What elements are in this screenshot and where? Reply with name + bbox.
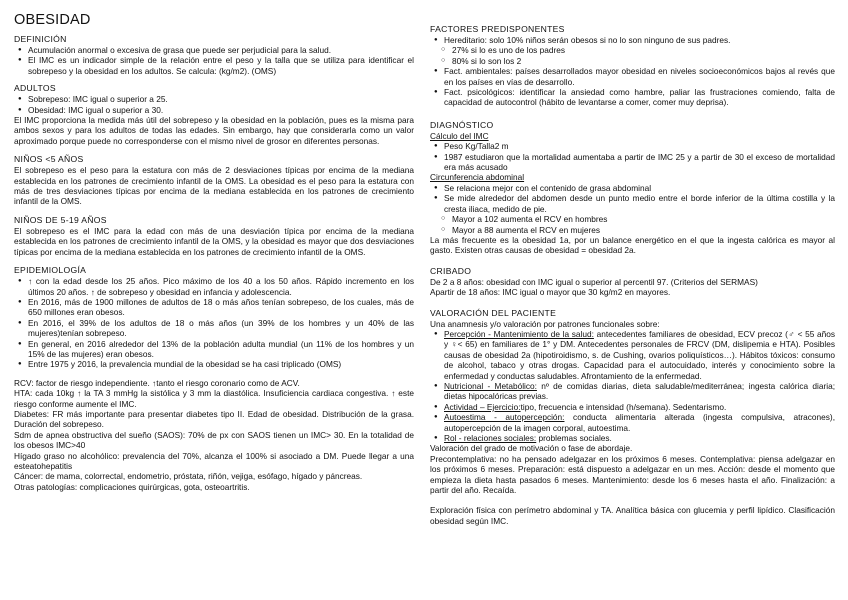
list-item: ○ Mayor a 102 aumenta el RCV en hombres: [452, 214, 835, 224]
epidemiologia-heading: EPIDEMIOLOGÍA: [14, 265, 87, 276]
list-item: ○ Mayor a 88 aumenta el RCV en mujeres: [452, 225, 835, 235]
left-column: [14, 0, 414, 492]
adultos-heading: ADULTOS: [14, 83, 56, 94]
list-item: [444, 433, 835, 443]
factores-list-2: [430, 66, 835, 108]
riesgo-higado: Hígado graso no alcohólico: prevalencia del 70%, alcanza el 100% si asociado a DM. Puede llegar a una esteatohepatitis: [14, 450, 414, 471]
list-item: ○ 80% si lo son los 2: [452, 56, 835, 66]
document-title: OBESIDAD: [14, 12, 91, 28]
patron-label: Autoestima - autopercepción:: [444, 412, 565, 423]
list-item: ● En 2016, el 39% de los adultos de 18 o más años (un 39% de los hombres y un 40% de las mujeres)tenían sobrepeso.: [28, 318, 414, 339]
patron-label: Actividad – Ejercicio:: [444, 401, 521, 412]
riesgo-saos: Sdm de apnea obstructiva del sueño (SAOS): 70% de px con SAOS tienen un IMC> 30. En la totalidad de los obesos IMC>40: [14, 429, 414, 451]
riesgo-cancer: Cáncer: de mama, colorrectal, endometrio, próstata, riñón, vejiga, esófago, hígado y páncreas.: [14, 471, 363, 482]
valoracion-heading: VALORACIÓN DEL PACIENTE: [430, 307, 557, 318]
list-item: ● Acumulación anormal o excesiva de grasa que puede ser perjudicial para la salud.: [28, 45, 414, 55]
factores-list: [430, 35, 835, 45]
list-item: ● Obesidad: IMC igual o superior a 30.: [28, 105, 414, 115]
patron-text: tipo, frecuencia e intensidad (h/semana). Sedentarismo.: [520, 401, 727, 412]
patron-label: Rol - relaciones sociales:: [444, 433, 537, 443]
riesgo-otras: Otras patologías: complicaciones quirúrgicas, gota, osteoartritis.: [14, 481, 250, 492]
list-item: ● 1987 estudiaron que la mortalidad aumentaba a partir de IMC 25 y a partir de 30 el exceso de mortalidad era más acusado: [444, 152, 835, 173]
list-item: ● Hereditario: solo 10% niños serán obesos si no lo son ninguno de sus padres.: [444, 35, 835, 45]
valoracion-fases: Precontemplativa: no ha pensado adelgazar en los próximos 6 meses. Contemplativa: piensa adelgazar en los próximos 6 meses. Preparación: está dispuesto a adelgazar en un mes. Acción: desde el momento que empieza la dieta hasta pasados 6 meses. Mantenimiento: desde los 6 meses hasta el año. Finalización: a partir del año. Recaída.: [430, 453, 835, 496]
diagnostico-text: La más frecuente es la obesidad 1a, por un balance energético en el que la ingesta calórica es mayor al gasto. Existen otras causas de obesidad = obesidad 2a.: [430, 234, 835, 256]
riesgo-hta: HTA: cada 10kg ↑ la TA 3 mmHg la sistólica y 3 mm la diastólica. Insuficiencia cardiaca congestiva. ↑ este riesgo conforme aumente el IMC.: [14, 388, 414, 409]
patron-text: antecedentes familiares de obesidad, ECV precoz (♂ < 55 años y ♀< 65) en familiares de 1° y DM. Antecedentes personales de FRCV (DM, dislipemia e HTA). Posibles causas de obesidad 2a (hipotiroidismo, s. de Cushing, ovarios poliquísticos…). Hábitos tóxicos: consumo de alcohol, tabaco y otras drogas. Capacidad para el autocuidado, interés y conocimiento sobre la enfermedad y conductas saludables. Afrontamiento de la enfermedad.: [444, 328, 835, 381]
patron-text: problemas sociales.: [536, 433, 612, 443]
list-item: ● El IMC es un indicador simple de la relación entre el peso y la talla que se utiliza para identificar el sobrepeso y la obesidad en los adultos. Se calcula: (kg/m2). (OMS): [28, 55, 414, 76]
adultos-text: El IMC proporciona la medida más útil del sobrepeso y la obesidad en la población, pues es la misma para ambos sexos y para los adultos de todas las edades. Sin embargo, hay que considerarla como un valor aproximado porque puede no corresponderse con el mismo nivel de grosor en diferentes personas.: [14, 115, 414, 146]
list-item: [444, 412, 835, 433]
list-item: ● Fact. ambientales: países desarrollados mayor obesidad en niveles socioeconómicos bajos al revés que en los países en vías de desarrollo.: [444, 66, 835, 87]
list-item: ● Entre 1975 y 2016, la prevalencia mundial de la obesidad se ha casi triplicado (OMS): [28, 359, 414, 369]
ninos519-text: El sobrepeso es el IMC para la edad con más de una desviación típica por encima de la mediana establecida en los patrones de crecimiento infantil de la OMS, y la obesidad es mayor que dos desviaciones típicas por encima de la mediana establecida en los patrones de crecimiento infantil de la OMS.: [14, 225, 414, 257]
circunferencia-sublist: [430, 214, 835, 235]
patron-label: Nutricional - Metabólico:: [444, 380, 537, 391]
list-item: ● ↑ con la edad desde los 25 años. Pico máximo de los 40 a los 50 años. Rápido incremento en los últimos 20 años. ↑ de sobrepeso y obesidad en infancia y adolescencia.: [28, 276, 414, 297]
list-item: [444, 329, 835, 381]
circunferencia-label: Circunferencia abdominal: [430, 172, 525, 183]
list-item: ● Se relaciona mejor con el contenido de grasa abdominal: [444, 183, 835, 193]
definicion-heading: DEFINICIÓN: [14, 34, 67, 44]
calculo-list: [430, 141, 835, 172]
patron-text: conducta alimentaria alterada (ingesta compulsiva, atracones), autopercepción de la imagen corporal, autoestima.: [444, 412, 835, 433]
patron-label: Percepción - Mantenimiento de la salud:: [444, 328, 594, 339]
patron-text: nº de comidas diarias, dieta saludable/mediterránea; ingesta calórica diaria; dietas hipocalóricas previas.: [444, 380, 836, 402]
circunferencia-list: [430, 183, 835, 214]
list-item: ● Fact. psicológicos: identificar la ansiedad como hambre, paliar las frustraciones comiendo, falta de capacidad de autocontrol (hábito de levantarse a comer, comer muy deprisa).: [444, 87, 835, 108]
list-item: [444, 381, 835, 402]
list-item: ● En general, en 2016 alrededor del 13% de la población adulta mundial (un 11% de los hombres y un 15% de las mujeres) eran obesos.: [28, 339, 414, 360]
valoracion-intro: Una anamnesis y/o valoración por patrones funcionales sobre:: [430, 318, 660, 329]
valoracion-motivacion: Valoración del grado de motivación o fase de abordaje.: [430, 443, 633, 454]
diagnostico-heading: DIAGNÓSTICO: [430, 119, 494, 130]
right-column: [430, 0, 835, 526]
list-item: [444, 402, 835, 412]
ninos519-heading: NIÑOS DE 5-19 AÑOS: [14, 214, 107, 225]
list-item: ● Sobrepeso: IMC igual o superior a 25.: [28, 94, 414, 104]
valoracion-exploracion: Exploración física con perímetro abdominal y TA. Analítica básica con glucemia y perfil lipídico. Clasificación obesidad según IMC.: [430, 505, 835, 526]
definicion-list: [14, 45, 414, 76]
list-item: ● En 2016, más de 1900 millones de adultos de 18 o más años tenían sobrepeso, de los cuales, más de 650 millones eran obesos.: [28, 297, 414, 318]
riesgo-rcv: RCV: factor de riesgo independiente. ↑tanto el riesgo coronario como de ACV.: [14, 377, 300, 388]
list-item: ● Peso Kg/Talla2 m: [444, 141, 835, 151]
list-item: ● Se mide alrededor del abdomen desde un punto medio entre el borde inferior de la última costilla y la cresta iliaca, medido de pie.: [444, 193, 835, 214]
cribado-line: Apartir de 18 años: IMC igual o mayor que 30 kg/m2 en mayores.: [430, 287, 671, 298]
ninos5-text: El sobrepeso es el peso para la estatura con más de 2 desviaciones típicas por encima de la mediana establecida en los patrones de crecimiento infantil de la OMS. La obesidad es el peso para la estatura con más de tres desviaciones típicas por encima de la mediana establecida en los patrones de crecimiento infantil de la OMS.: [14, 165, 414, 207]
factores-sublist: [430, 45, 835, 66]
epidemiologia-list: [14, 276, 414, 370]
valoracion-list: [430, 329, 835, 443]
cribado-line: De 2 a 8 años: obesidad con IMC igual o superior al percentil 97. (Criterios del SERMAS): [430, 276, 758, 287]
adultos-list: [14, 94, 414, 115]
riesgo-diabetes: Diabetes: FR más importante para presentar diabetes tipo II. Edad de obesidad. Distribución de la grasa. Duración del sobrepeso.: [14, 408, 414, 430]
calculo-imc-label: Cálculo del IMC: [430, 130, 489, 141]
ninos5-heading: NIÑOS <5 AÑOS: [14, 154, 84, 165]
factores-heading: FACTORES PREDISPONENTES: [430, 24, 565, 34]
cribado-heading: CRIBADO: [430, 265, 472, 276]
list-item: ○ 27% si lo es uno de los padres: [452, 45, 835, 55]
